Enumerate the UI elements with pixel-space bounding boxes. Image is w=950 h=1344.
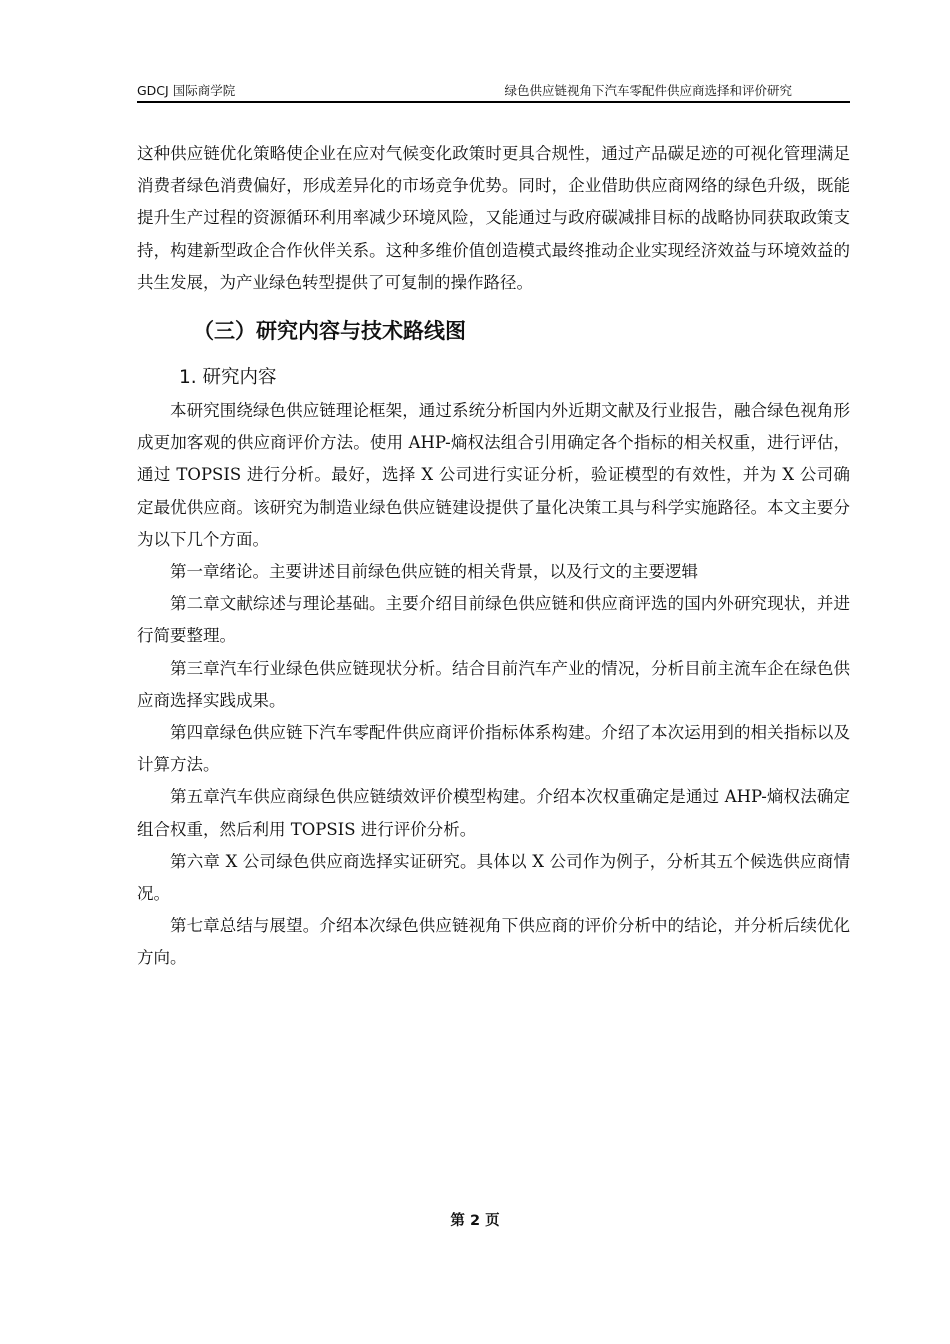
intro-paragraph: 这种供应链优化策略使企业在应对气候变化政策时更具合规性，通过产品碳足迹的可视化管理满足消费者绿色消费偏好，形成差异化的市场竞争优势。同时，企业借助供应商网络的绿色升级，既能提升生产过程的资源循环利用率减少环境风险，又能通过与政府碳减排目标的战略协同获取政策支持，构建新型政企合作伙伴关系。这种多维价值创造模式最终推动企业实现经济效益与环境效益的共生发展，为产业绿色转型提供了可复制的操作路径。 bbox=[137, 144, 850, 292]
chapter-3-paragraph: 第三章汽车行业绿色供应链现状分析。结合目前汽车产业的情况，分析目前主流车企在绿色供应商选择实践成果。 bbox=[137, 658, 850, 710]
chapter-6-paragraph: 第六章 X 公司绿色供应商选择实证研究。具体以 X 公司作为例子，分析其五个候选供应商情况。 bbox=[137, 851, 850, 904]
chapter-2-paragraph: 第二章文献综述与理论基础。主要介绍目前绿色供应链和供应商评选的国内外研究现状，并进行简要整理。 bbox=[137, 594, 850, 646]
research-content-paragraph: 本研究围绕绿色供应链理论框架，通过系统分析国内外近期文献及行业报告，融合绿色视角形成更加客观的供应商评价方法。使用 AHP-熵权法组合引用确定各个指标的相关权重，进行评估，通过 TOPSIS 进行分析。最好，选择 X 公司进行实证分析，验证模型的有效性，并为 X 公司确定最优供应商。该研究为制造业绿色供应链建设提供了量化决策工具与科学实施路径。本文主要分为以下几个方面。 bbox=[137, 401, 850, 549]
header-institution: GDCJ 国际商学院 bbox=[137, 83, 236, 98]
chapter-7-paragraph: 第七章总结与展望。介绍本次绿色供应链视角下供应商的评价分析中的结论，并分析后续优化方向。 bbox=[137, 916, 850, 968]
subsection-heading: 1. 研究内容 bbox=[179, 367, 277, 389]
header-divider bbox=[137, 101, 850, 103]
section-heading: （三）研究内容与技术路线图 bbox=[193, 319, 466, 344]
page-header bbox=[137, 79, 850, 101]
chapter-1-paragraph: 第一章绪论。主要讲述目前绿色供应链的相关背景，以及行文的主要逻辑 bbox=[170, 562, 698, 582]
chapter-4-paragraph: 第四章绿色供应链下汽车零配件供应商评价指标体系构建。介绍了本次运用到的相关指标以及计算方法。 bbox=[137, 723, 850, 775]
header-paper-title: 绿色供应链视角下汽车零配件供应商选择和评价研究 bbox=[504, 83, 792, 98]
page-number: 第 2 页 bbox=[450, 1213, 500, 1229]
chapter-5-paragraph: 第五章汽车供应商绿色供应链绩效评价模型构建。介绍本次权重确定是通过 AHP-熵权法确定组合权重，然后利用 TOPSIS 进行评价分析。 bbox=[137, 787, 850, 839]
document-body bbox=[137, 138, 850, 975]
